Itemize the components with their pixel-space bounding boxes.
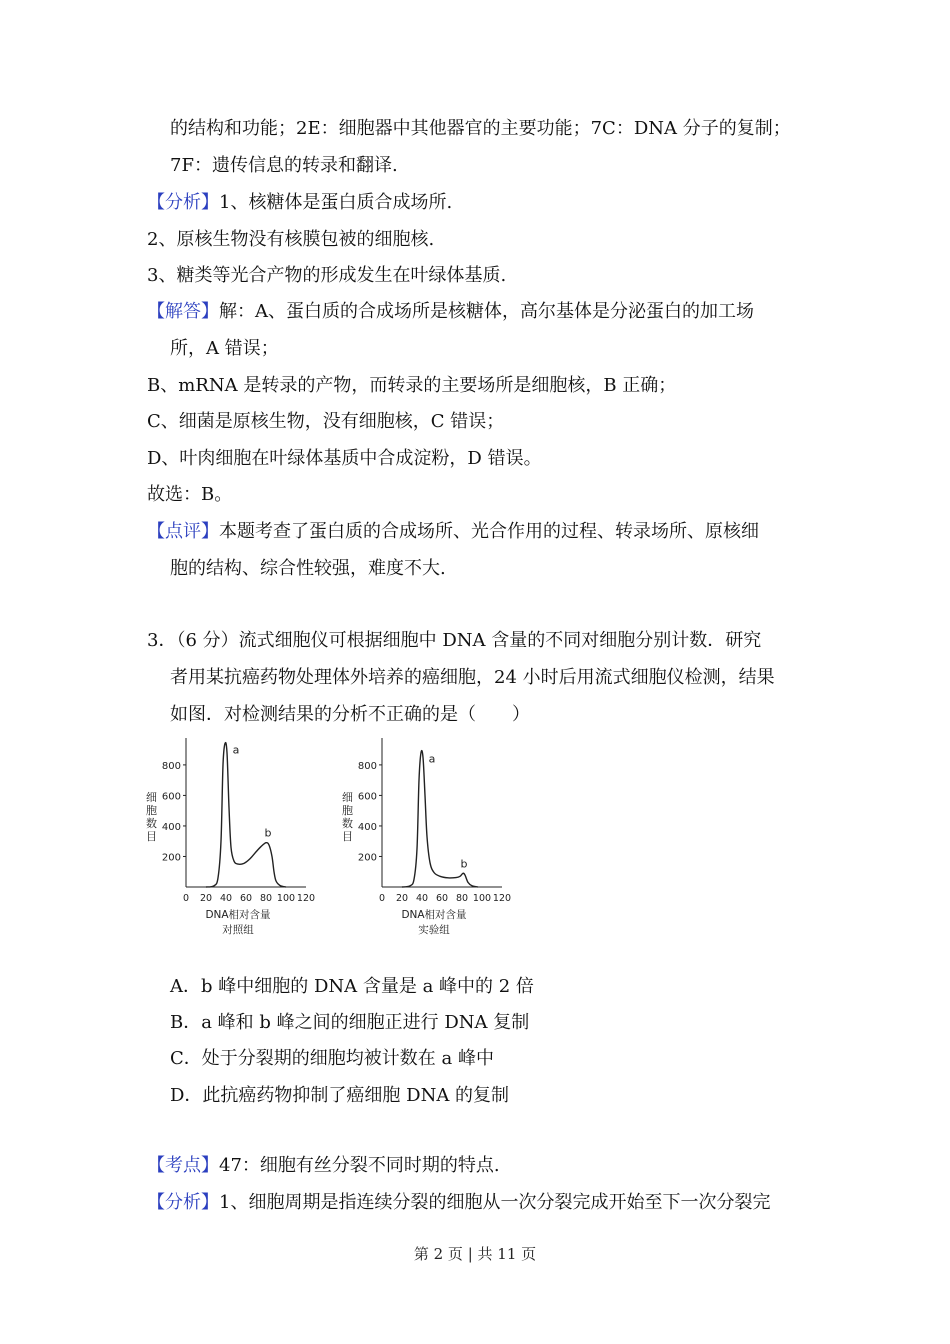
- text-line: [147, 374, 676, 398]
- text-line: [147, 629, 761, 653]
- chart-title: 实验组: [418, 924, 450, 936]
- peak-label: a: [428, 752, 436, 766]
- y-tick-label: 800: [161, 760, 181, 772]
- y-tick-label: 400: [161, 821, 181, 833]
- line-text: C．处于分裂期的细胞均被计数在 a 峰中: [170, 1048, 494, 1069]
- x-tick-label: 20: [395, 893, 409, 904]
- line-text: C、细菌是原核生物，没有细胞核，C 错误；: [147, 411, 505, 432]
- line-text: 1、细胞周期是指连续分裂的细胞从一次分裂完成开始至下一次分裂完: [219, 1192, 771, 1213]
- section-tag: 【解答】: [147, 301, 219, 322]
- line-text: 7F：遗传信息的转录和翻译.: [170, 155, 398, 176]
- text-line: [147, 191, 452, 215]
- section-tag: 【点评】: [147, 521, 219, 542]
- line-text: 胞的结构、综合性较强，难度不大.: [170, 558, 446, 579]
- line-text: 所，A 错误；: [170, 338, 279, 359]
- section-tag: 【分析】: [147, 192, 219, 213]
- page-footer: 第 2 页 | 共 11 页: [413, 1245, 537, 1263]
- line-text: 的结构和功能；2E：细胞器中其他器官的主要功能；7C：DNA 分子的复制；: [170, 118, 791, 139]
- line-text: 解：A、蛋白质的合成场所是核糖体，高尔基体是分泌蛋白的加工场: [219, 301, 754, 322]
- chart-experiment: [336, 737, 526, 947]
- line-text: 者用某抗癌药物处理体外培养的癌细胞，24 小时后用流式细胞仪检测，结果: [170, 667, 775, 688]
- section-tag: 【分析】: [147, 1192, 219, 1213]
- x-tick-label: 40: [415, 893, 429, 904]
- x-tick-label: 40: [219, 893, 233, 904]
- chart-control: [140, 737, 330, 947]
- y-axis-label: 细胞数目细胞数目: [342, 791, 353, 843]
- text-line: [170, 154, 398, 178]
- x-tick-label: 60: [435, 893, 449, 904]
- y-tick-label: 600: [357, 791, 377, 803]
- line-text: B、mRNA 是转录的产物，而转录的主要场所是细胞核，B 正确；: [147, 375, 677, 396]
- text-line: [147, 1154, 500, 1178]
- x-tick-label: 0: [182, 893, 190, 904]
- x-tick-label: 0: [378, 893, 386, 904]
- answer-option: [170, 1084, 509, 1108]
- text-line: [170, 117, 791, 141]
- x-tick-label: 60: [239, 893, 253, 904]
- x-tick-label: 100: [472, 893, 492, 904]
- y-tick-label: 200: [161, 852, 181, 864]
- line-text: 3．（6 分）流式细胞仪可根据细胞中 DNA 含量的不同对细胞分别计数．研究: [147, 630, 762, 651]
- y-tick-label: 800: [357, 760, 377, 772]
- text-line: [147, 228, 434, 252]
- line-text: A．b 峰中细胞的 DNA 含量是 a 峰中的 2 倍: [170, 976, 534, 997]
- x-tick-label: 20: [199, 893, 213, 904]
- line-text: 2、原核生物没有核膜包被的细胞核.: [147, 229, 435, 250]
- answer-option: [170, 975, 534, 999]
- text-line: [147, 1191, 770, 1215]
- text-line: [170, 666, 775, 690]
- x-tick-label: 120: [296, 893, 316, 904]
- answer-option: [170, 1047, 494, 1071]
- x-tick-label: 80: [455, 893, 469, 904]
- x-tick-label: 80: [259, 893, 273, 904]
- answer-option: [170, 1011, 529, 1035]
- x-axis-label: DNA相对含量: [401, 909, 467, 921]
- peak-label: b: [264, 826, 272, 840]
- x-axis-label: DNA相对含量: [205, 909, 271, 921]
- peak-label: b: [460, 857, 468, 871]
- line-text: D、叶肉细胞在叶绿体基质中合成淀粉，D 错误。: [147, 448, 542, 469]
- text-line: [170, 557, 446, 581]
- text-line: [147, 410, 504, 434]
- line-text: 本题考查了蛋白质的合成场所、光合作用的过程、转录场所、原核细: [219, 521, 759, 542]
- text-line: [147, 264, 506, 288]
- line-text: 故选：B。: [147, 484, 233, 505]
- section-tag: 【考点】: [147, 1155, 219, 1176]
- y-axis-label: 细胞数目细胞数目: [146, 791, 157, 843]
- line-text: 1、核糖体是蛋白质合成场所.: [219, 192, 453, 213]
- text-line: [147, 520, 759, 544]
- y-tick-label: 200: [357, 852, 377, 864]
- peak-label: a: [232, 743, 240, 757]
- text-line: [170, 337, 279, 361]
- line-text: 如图．对检测结果的分析不正确的是（ ）: [170, 704, 530, 725]
- line-text: 47：细胞有丝分裂不同时期的特点.: [219, 1155, 500, 1176]
- text-line: [170, 703, 530, 727]
- line-text: D．此抗癌药物抑制了癌细胞 DNA 的复制: [170, 1085, 510, 1106]
- line-text: B．a 峰和 b 峰之间的细胞正进行 DNA 复制: [170, 1012, 530, 1033]
- text-line: [147, 483, 232, 507]
- line-text: 3、糖类等光合产物的形成发生在叶绿体基质.: [147, 265, 507, 286]
- text-line: [147, 300, 754, 324]
- x-tick-label: 120: [492, 893, 512, 904]
- y-tick-label: 400: [357, 821, 377, 833]
- text-line: [147, 447, 542, 471]
- chart-title: 对照组: [222, 924, 254, 936]
- series-line: [206, 743, 286, 887]
- y-tick-label: 600: [161, 791, 181, 803]
- x-tick-label: 100: [276, 893, 296, 904]
